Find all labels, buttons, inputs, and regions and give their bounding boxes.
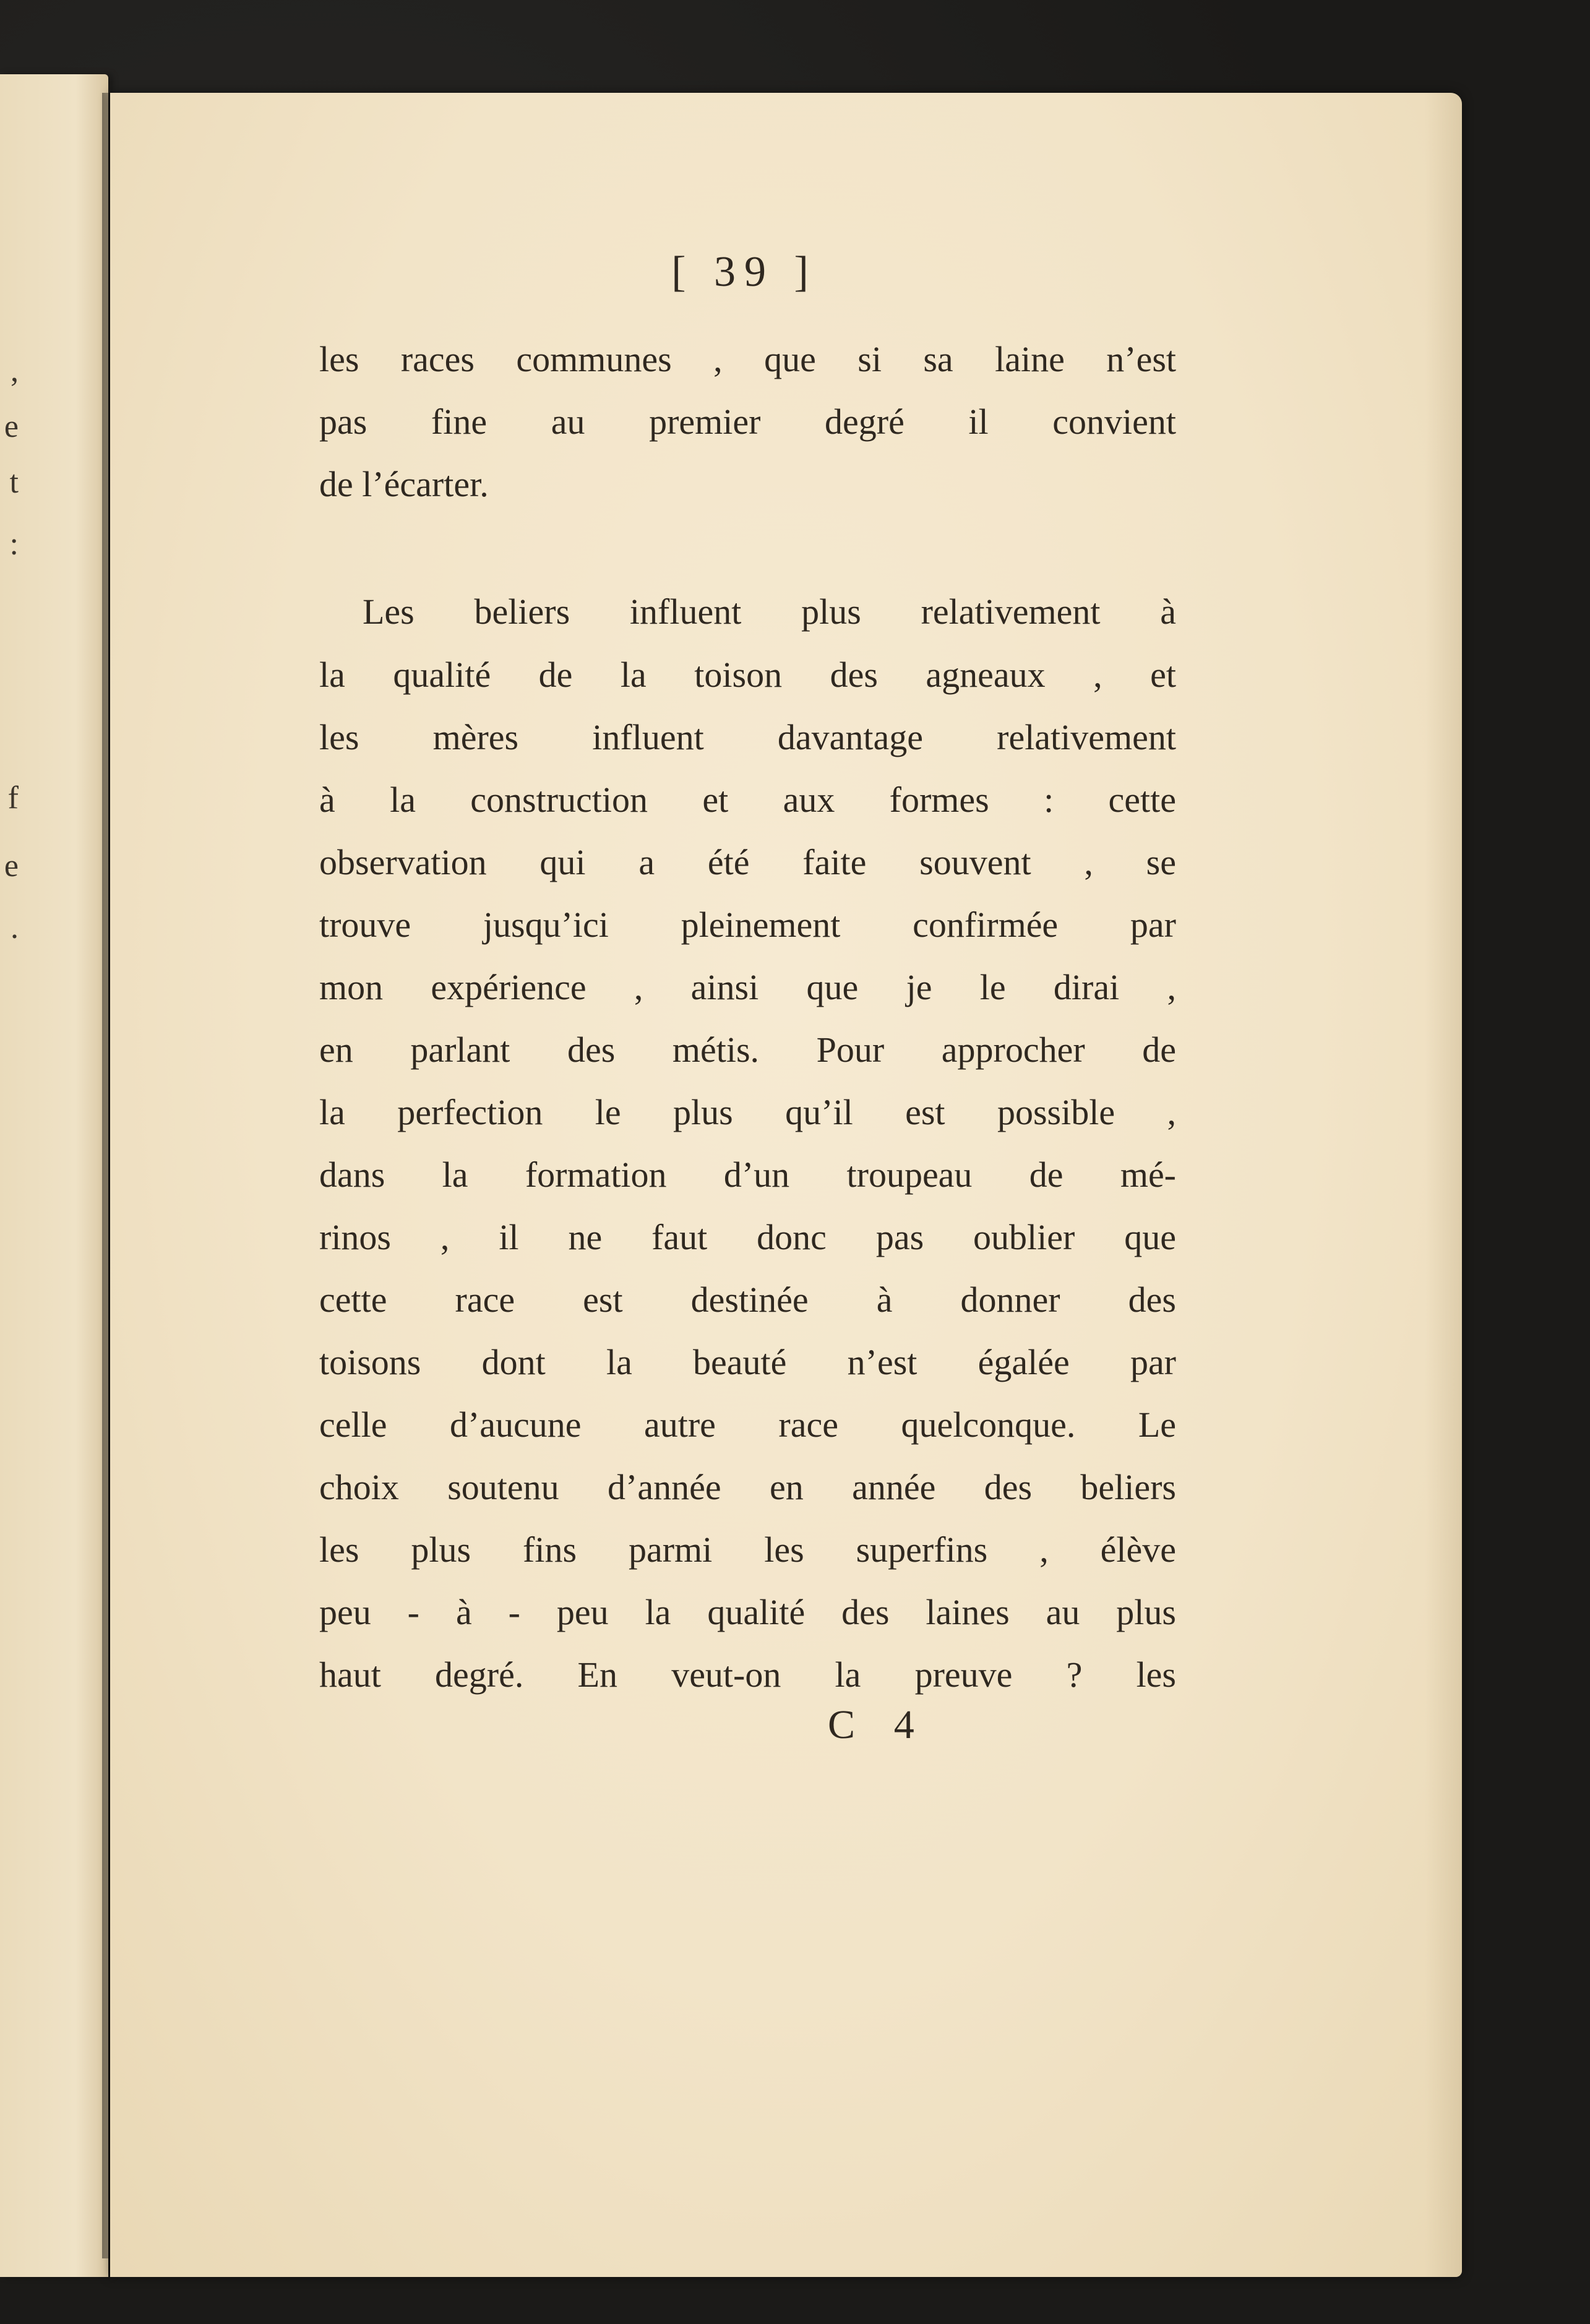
left-page-fragment: , (11, 353, 19, 389)
left-page-fragment: . (11, 910, 19, 945)
text-line: mon expérience , ainsi que je le dirai , (319, 967, 1176, 1007)
text-line: Les beliers influent plus relativement à (363, 592, 1176, 632)
text-line: trouve jusqu’ici pleinement confirmée par (319, 905, 1176, 945)
text-line: peu - à - peu la qualité des laines au plus (319, 1592, 1176, 1632)
page-number: [ 39 ] (671, 248, 817, 296)
text-line: la perfection le plus qu’il est possible , (319, 1092, 1176, 1132)
text-line: choix soutenu d’année en année des beliers (319, 1467, 1176, 1507)
text-line: les mères influent davantage relativement (319, 717, 1176, 757)
text-line: de l’écarter. (319, 464, 489, 504)
text-line: les plus fins parmi les superfins , élève (319, 1530, 1176, 1570)
text-line: haut degré. En veut-on la preuve ? les (319, 1655, 1176, 1695)
left-page-fragment: f (7, 780, 19, 816)
signature-mark: C 4 (828, 1702, 929, 1747)
left-page-fragment: : (9, 527, 19, 562)
left-facing-page (0, 74, 108, 2277)
left-page-fragment: e (4, 409, 19, 444)
text-line: en parlant des métis. Pour approcher de (319, 1030, 1176, 1070)
text-line: la qualité de la toison des agneaux , et (319, 655, 1176, 695)
text-line: toisons dont la beauté n’est égalée par (319, 1342, 1176, 1382)
text-line: rinos , il ne faut donc pas oublier que (319, 1217, 1176, 1257)
text-line: celle d’aucune autre race quelconque. Le (319, 1405, 1176, 1445)
text-line: dans la formation d’un troupeau de mé- (319, 1155, 1176, 1195)
text-line: à la construction et aux formes : cette (319, 780, 1176, 820)
book-page (110, 93, 1462, 2277)
left-page-fragment: e (4, 848, 19, 884)
text-line: cette race est destinée à donner des (319, 1280, 1176, 1320)
text-line: les races communes , que si sa laine n’est (319, 339, 1176, 379)
text-line: observation qui a été faite souvent , se (319, 842, 1176, 882)
text-line: pas fine au premier degré il convient (319, 402, 1176, 442)
left-page-fragment: t (9, 465, 19, 500)
